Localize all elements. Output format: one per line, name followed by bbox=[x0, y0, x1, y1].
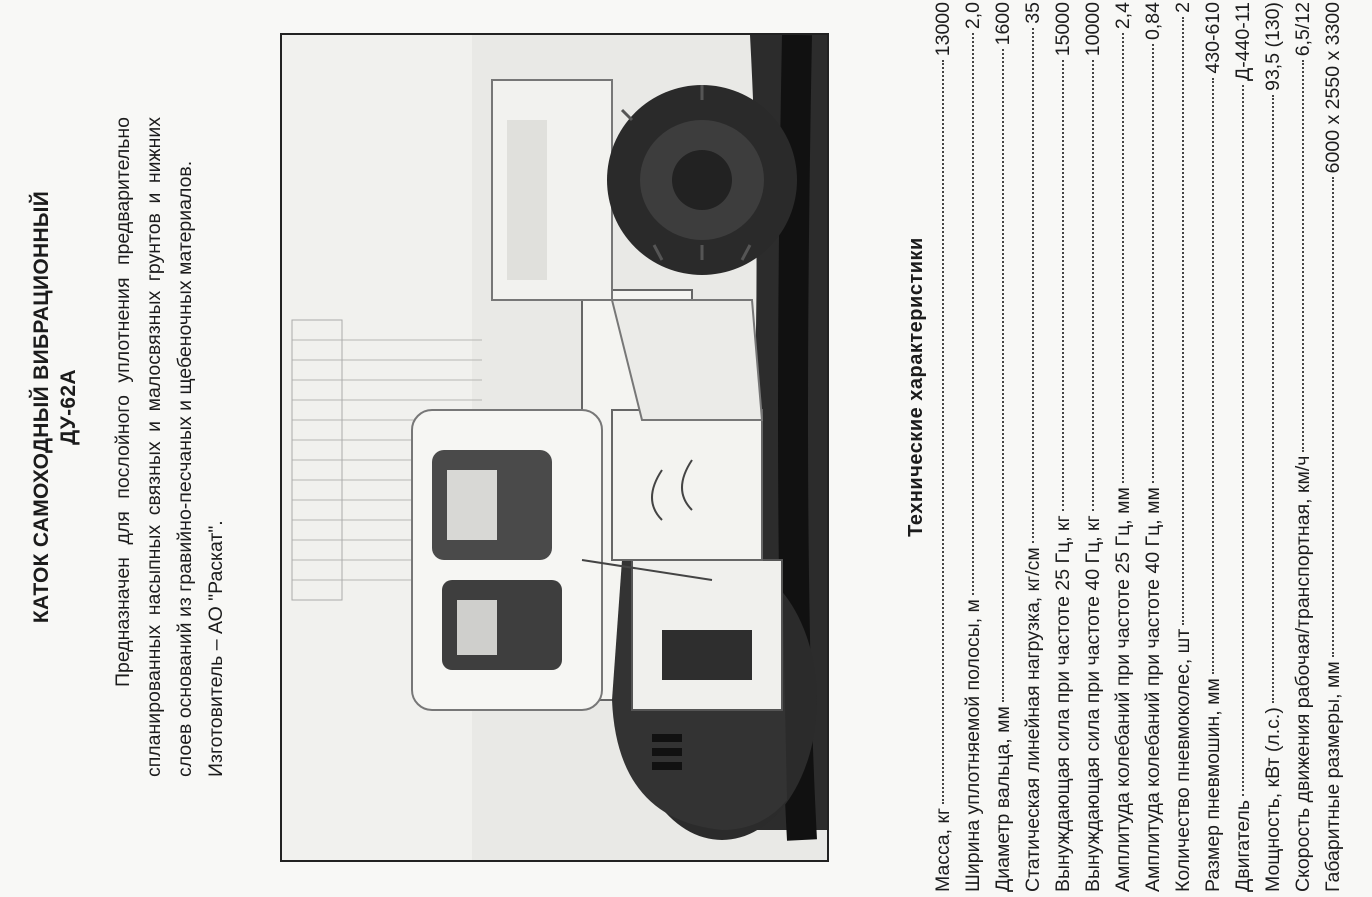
leader-dots bbox=[1152, 44, 1154, 483]
spec-row bbox=[928, 2, 958, 892]
leader-dots bbox=[1332, 177, 1334, 657]
leader-dots bbox=[1092, 60, 1094, 511]
spec-row bbox=[1258, 2, 1288, 892]
spec-label: Ширина уплотняемой полосы, м bbox=[962, 599, 984, 892]
spec-row bbox=[1078, 2, 1108, 892]
title-line-1: КАТОК САМОХОДНЫЙ ВИБРАЦИОННЫЙ bbox=[30, 190, 53, 624]
spec-value: Д-440-11 bbox=[1232, 2, 1254, 81]
leader-dots bbox=[1122, 33, 1124, 483]
leader-dots bbox=[1302, 60, 1304, 451]
spec-row bbox=[1288, 2, 1318, 892]
leader-dots bbox=[1062, 60, 1064, 511]
spec-value: 10000 bbox=[1082, 2, 1104, 57]
spec-label: Мощность, кВт (л.с.) bbox=[1262, 707, 1284, 892]
spec-label: Масса, кг bbox=[932, 807, 954, 892]
leader-dots bbox=[1032, 28, 1034, 543]
spec-label: Статическая линейная нагрузка, кг/см bbox=[1022, 547, 1044, 892]
spec-row bbox=[1318, 2, 1348, 892]
leader-dots bbox=[942, 60, 944, 804]
spec-row bbox=[1168, 2, 1198, 892]
spec-value: 0,84 bbox=[1142, 2, 1164, 40]
title-line-2: ДУ-62А bbox=[57, 369, 80, 445]
spec-value: 6000 x 2550 x 3300 bbox=[1322, 2, 1344, 174]
spec-label: Двигатель bbox=[1232, 799, 1254, 892]
specs-list bbox=[928, 2, 1348, 892]
spec-value: 1600 bbox=[992, 2, 1014, 46]
road-roller-illustration bbox=[282, 35, 827, 860]
spec-label: Вынуждающая сила при частоте 25 Гц, кг bbox=[1052, 515, 1074, 892]
spec-row bbox=[1018, 2, 1048, 892]
road-roller-photo bbox=[280, 33, 829, 862]
spec-label: Габаритные размеры, мм bbox=[1322, 661, 1344, 892]
leader-dots bbox=[1002, 49, 1004, 702]
spec-label: Диаметр вальца, мм bbox=[992, 706, 1014, 892]
spec-value: 430-610 bbox=[1202, 2, 1224, 74]
spec-row bbox=[1228, 2, 1258, 892]
spec-row bbox=[988, 2, 1018, 892]
spec-label: Размер пневмошин, мм bbox=[1202, 678, 1224, 892]
spec-row bbox=[1108, 2, 1138, 892]
spec-row bbox=[958, 2, 988, 892]
leader-dots bbox=[1212, 78, 1214, 674]
spec-row bbox=[1198, 2, 1228, 892]
spec-value: 2,0 bbox=[962, 2, 984, 30]
spec-row bbox=[1138, 2, 1168, 892]
spec-row bbox=[1048, 2, 1078, 892]
spec-value: 15000 bbox=[1052, 2, 1074, 57]
spec-value: 93,5 (130) bbox=[1262, 2, 1284, 91]
spec-label: Скорость движения рабочая/транспортная, км/ч bbox=[1292, 455, 1314, 892]
leader-dots bbox=[972, 33, 974, 595]
description-paragraph: Предназначен для послойного уплотнения предварительно спланированных насыпных связных и малосвязных грунтов и нижних слоев оснований из гравийно-песчаных и щебеночных материалов. bbox=[112, 117, 196, 777]
spec-value: 35 bbox=[1022, 2, 1044, 24]
spec-label: Амплитуда колебаний при частоте 40 Гц, мм bbox=[1142, 487, 1164, 892]
spec-value: 2,4 bbox=[1112, 2, 1134, 30]
leader-dots bbox=[1242, 85, 1244, 796]
spec-label: Амплитуда колебаний при частоте 25 Гц, мм bbox=[1112, 487, 1134, 892]
spec-label: Количество пневмоколес, шт bbox=[1172, 628, 1194, 892]
manufacturer-line: Изготовитель – АО "Раскат". bbox=[205, 520, 227, 777]
spec-value: 2 bbox=[1172, 2, 1194, 13]
page-title bbox=[28, 147, 82, 667]
leader-dots bbox=[1182, 17, 1184, 625]
spec-label: Вынуждающая сила при частоте 40 Гц, кг bbox=[1082, 515, 1104, 892]
spec-value: 13000 bbox=[932, 2, 954, 57]
leader-dots bbox=[1272, 95, 1274, 703]
specs-heading: Технические характеристики bbox=[905, 237, 927, 537]
spec-value: 6,5/12 bbox=[1292, 2, 1314, 57]
